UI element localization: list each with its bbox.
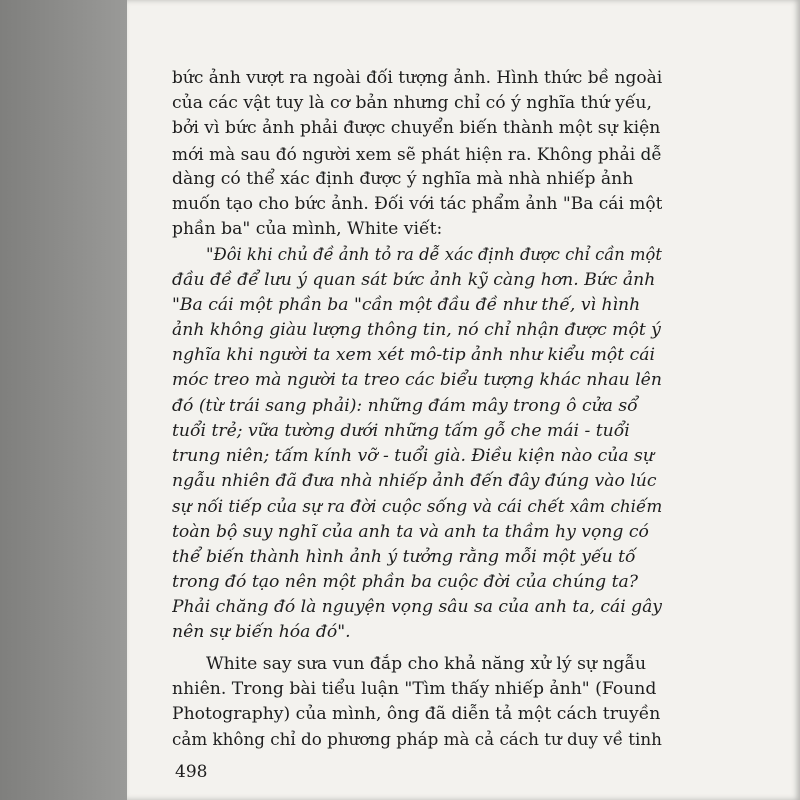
quote-line: ảnh không giàu lượng thông tin, nó chỉ nhận được một ý bbox=[172, 320, 661, 341]
text-line: cảm không chỉ do phương pháp mà cả cách tư duy về tinh bbox=[172, 729, 662, 750]
text-line: bức ảnh vượt ra ngoài đối tượng ảnh. Hình thức bề ngoài bbox=[172, 68, 662, 88]
quote-line: "Đôi khi chủ đề ảnh tỏ ra dễ xác định được chỉ cần một bbox=[206, 245, 662, 265]
quote-line: toàn bộ suy nghĩ của anh ta và anh ta thầm hy vọng có bbox=[172, 521, 649, 542]
quote-line: trong đó tạo nên một phần ba cuộc đời của chúng ta? bbox=[172, 572, 638, 593]
quote-line: sự nối tiếp của sự ra đời cuộc sống và cái chết xâm chiếm bbox=[172, 496, 662, 517]
text-line: dàng có thể xác định được ý nghĩa mà nhà nhiếp ảnh bbox=[172, 168, 634, 189]
quote-line: tuổi trẻ; vữa tường dưới những tấm gỗ che mái - tuổi bbox=[172, 420, 630, 441]
text-line: của các vật tuy là cơ bản nhưng chỉ có ý nghĩa thứ yếu, bbox=[172, 93, 652, 114]
text-line: bởi vì bức ảnh phải được chuyển biến thành một sự kiện bbox=[172, 118, 661, 139]
quote-line: móc treo mà người ta treo các biểu tượng khác nhau lên bbox=[172, 370, 662, 391]
quote-line: nên sự biến hóa đó". bbox=[172, 622, 351, 643]
text-line: mới mà sau đó người xem sẽ phát hiện ra. Không phải dễ bbox=[172, 143, 662, 164]
quote-line: trung niên; tấm kính vỡ - tuổi già. Điều kiện nào của sự bbox=[172, 446, 654, 467]
text-line: White say sưa vun đắp cho khả năng xử lý sự ngẫu bbox=[206, 653, 647, 674]
quote-line: đó (từ trái sang phải): những đám mây trong ô cửa sổ bbox=[172, 395, 638, 416]
quote-line: nghĩa khi người ta xem xét mô-tip ảnh như kiểu một cái bbox=[172, 345, 655, 366]
quote-line: ngẫu nhiên đã đưa nhà nhiếp ảnh đến đây đúng vào lúc bbox=[172, 471, 657, 492]
quote-line: thể biến thành hình ảnh ý tưởng rằng mỗi một yếu tố bbox=[172, 546, 636, 567]
page-text bbox=[172, 66, 662, 752]
quote-line: đầu đề để lưu ý quan sát bức ảnh kỹ càng hơn. Bức ảnh bbox=[172, 269, 656, 290]
background-surface bbox=[0, 0, 127, 800]
text-line: nhiên. Trong bài tiểu luận "Tìm thấy nhiếp ảnh" (Found bbox=[172, 678, 657, 699]
page-number: 498 bbox=[175, 762, 208, 782]
quote-line: Phải chăng đó là nguyện vọng sâu sa của anh ta, cái gây bbox=[172, 597, 662, 618]
text-line: muốn tạo cho bức ảnh. Đối với tác phẩm ảnh "Ba cái một bbox=[172, 194, 662, 215]
quote-line: "Ba cái một phần ba "cần một đầu đề như thế, vì hình bbox=[172, 294, 641, 315]
text-line: phần ba" của mình, White viết: bbox=[172, 219, 443, 240]
text-line: Photography) của mình, ông đã diễn tả một cách truyền bbox=[172, 704, 661, 725]
